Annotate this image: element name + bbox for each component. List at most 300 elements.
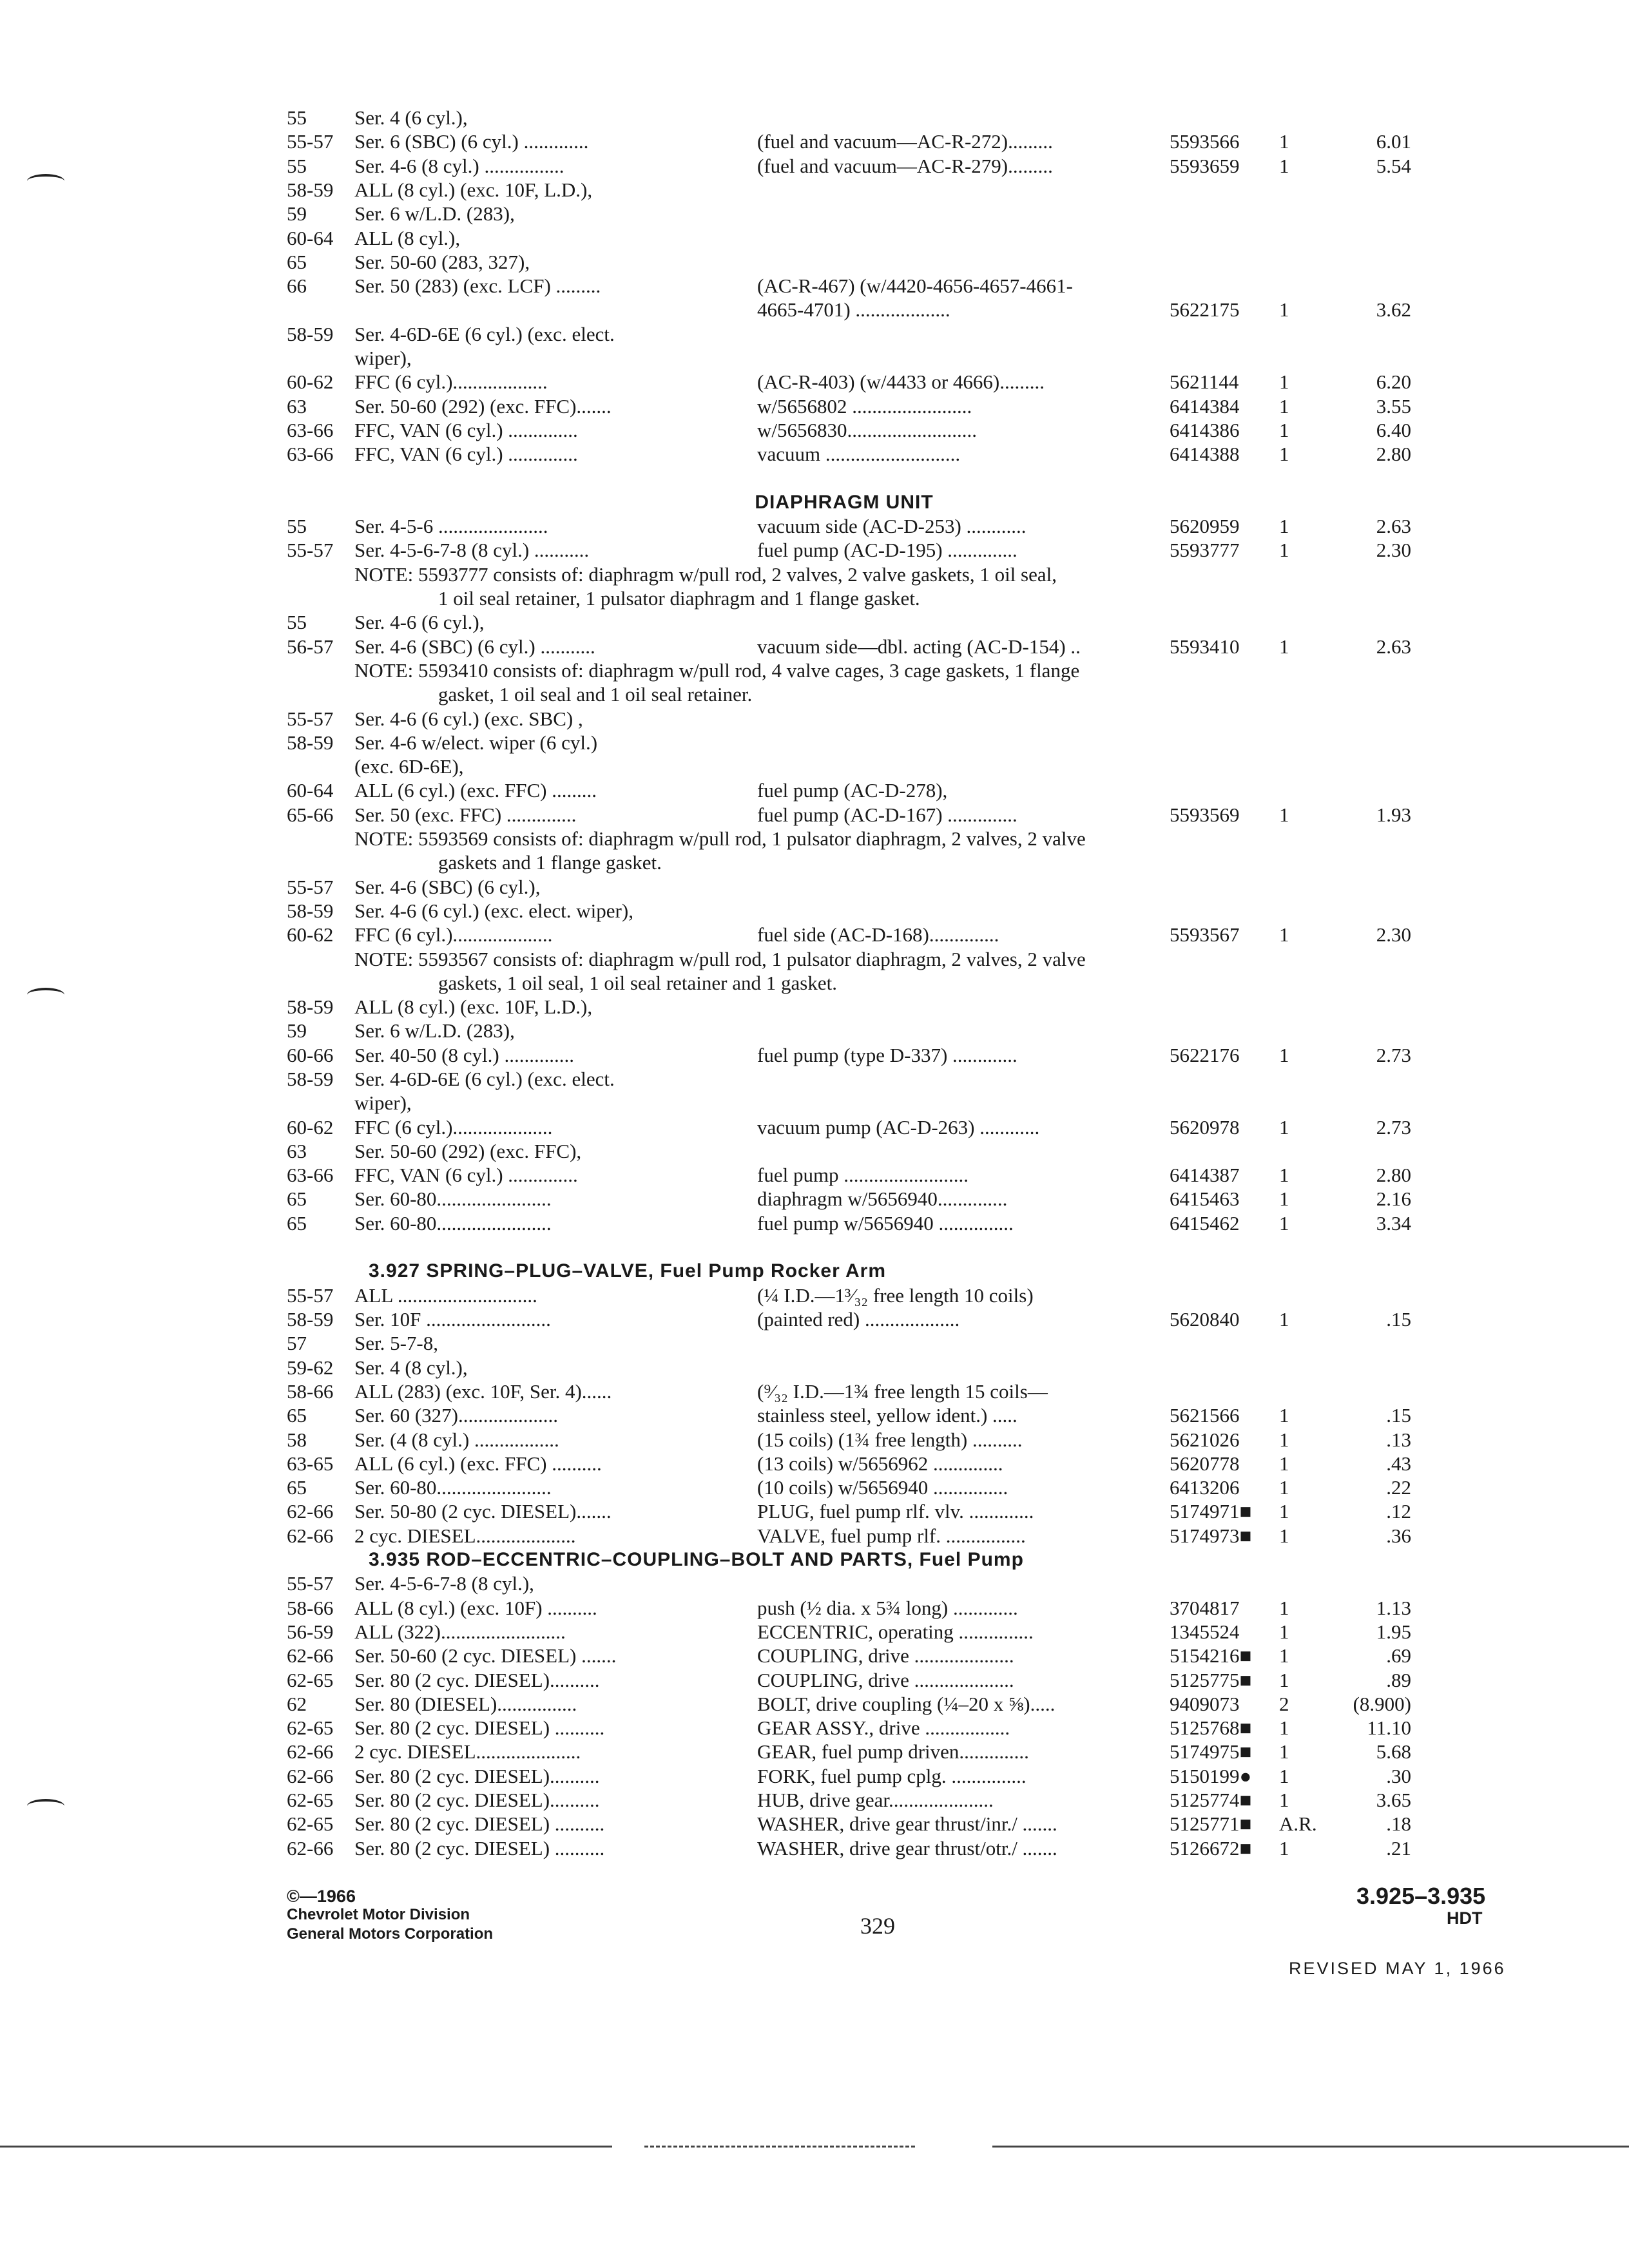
application-cell: 2 cyc. DIESEL..................... bbox=[354, 1740, 581, 1763]
part-number-cell: 5174973■ bbox=[1170, 1524, 1252, 1547]
quantity-cell bbox=[1279, 105, 1331, 131]
description-cell: diaphragm w/5656940.............. bbox=[757, 1187, 1008, 1210]
year-cell: 59 bbox=[287, 1019, 307, 1042]
description-cell bbox=[757, 754, 1157, 780]
quantity-cell bbox=[1279, 1139, 1331, 1164]
quantity-cell bbox=[1279, 778, 1331, 803]
part-row bbox=[0, 1811, 1629, 1837]
application-cell: Ser. 6 (SBC) (6 cyl.) ............. bbox=[354, 130, 589, 153]
note-row bbox=[0, 562, 1629, 588]
part-number-cell bbox=[1170, 1066, 1286, 1092]
price-cell: .36 bbox=[1386, 1524, 1411, 1547]
footer-corporation: General Motors Corporation bbox=[287, 1925, 494, 1943]
quantity-cell bbox=[1279, 1283, 1331, 1309]
part-number-cell: 5593569 bbox=[1170, 803, 1240, 826]
year-cell: 65-66 bbox=[287, 803, 334, 826]
quantity-cell: 1 bbox=[1279, 635, 1289, 658]
year-cell: 55-57 bbox=[287, 876, 334, 898]
part-number-cell bbox=[1170, 201, 1286, 227]
application-cell: Ser. 4-6D-6E (6 cyl.) (exc. elect. bbox=[354, 1068, 615, 1090]
year-cell: 55-57 bbox=[287, 707, 334, 730]
part-number-cell: 1345524 bbox=[1170, 1620, 1240, 1643]
note-row bbox=[0, 826, 1629, 852]
part-row bbox=[0, 297, 1629, 323]
price-cell: 1.95 bbox=[1376, 1620, 1411, 1643]
binder-hole-mark bbox=[27, 988, 64, 1002]
year-cell: 62-66 bbox=[287, 1644, 334, 1667]
part-number-cell: 6413206 bbox=[1170, 1476, 1240, 1499]
part-row bbox=[0, 1186, 1629, 1212]
part-number-cell: 9409073 bbox=[1170, 1693, 1240, 1715]
price-cell: .12 bbox=[1386, 1500, 1411, 1523]
section-heading-text: 3.935 ROD–ECCENTRIC–COUPLING–BOLT AND PARTS, Fuel Pump bbox=[369, 1549, 1024, 1570]
part-row bbox=[0, 802, 1629, 828]
quantity-cell bbox=[1279, 730, 1331, 756]
part-row bbox=[0, 441, 1629, 467]
part-number-cell bbox=[1170, 345, 1286, 371]
part-number-cell: 5125774■ bbox=[1170, 1789, 1252, 1811]
description-cell bbox=[757, 1139, 1157, 1164]
part-number-cell: 5593566 bbox=[1170, 130, 1240, 153]
application-cell: Ser. 80 (2 cyc. DIESEL).......... bbox=[354, 1765, 600, 1787]
quantity-cell: 1 bbox=[1279, 1404, 1289, 1427]
description-cell: vacuum ........................... bbox=[757, 443, 961, 465]
quantity-cell: 1 bbox=[1279, 515, 1289, 537]
application-cell: Ser. 80 (2 cyc. DIESEL) .......... bbox=[354, 1837, 605, 1860]
application-cell: 2 cyc. DIESEL.................... bbox=[354, 1524, 576, 1547]
year-cell: 58-66 bbox=[287, 1380, 334, 1403]
year-cell: 62 bbox=[287, 1693, 307, 1715]
page-edge-rule bbox=[992, 2146, 1629, 2148]
part-row bbox=[0, 1139, 1629, 1164]
part-row bbox=[0, 1018, 1629, 1044]
part-row bbox=[0, 1739, 1629, 1765]
part-number-cell: 5622175 bbox=[1170, 298, 1240, 321]
description-cell bbox=[757, 322, 1157, 347]
quantity-cell: 1 bbox=[1279, 1452, 1289, 1475]
price-cell: .22 bbox=[1386, 1476, 1411, 1499]
part-row bbox=[0, 1595, 1629, 1621]
part-number-cell bbox=[1170, 273, 1286, 299]
part-row bbox=[0, 537, 1629, 563]
application-cell: FFC, VAN (6 cyl.) .............. bbox=[354, 1164, 578, 1186]
part-number-cell: 5620959 bbox=[1170, 515, 1240, 537]
price-cell bbox=[1334, 1018, 1411, 1044]
quantity-cell: 1 bbox=[1279, 1789, 1289, 1811]
part-row bbox=[0, 1211, 1629, 1236]
quantity-cell: 1 bbox=[1279, 1476, 1289, 1499]
quantity-cell bbox=[1279, 201, 1331, 227]
price-cell bbox=[1334, 898, 1411, 924]
quantity-cell: 1 bbox=[1279, 1644, 1289, 1667]
price-cell: 6.40 bbox=[1376, 419, 1411, 441]
year-cell: 58-66 bbox=[287, 1597, 334, 1619]
quantity-cell: 1 bbox=[1279, 1212, 1289, 1235]
subsection-heading-text: DIAPHRAGM UNIT bbox=[755, 492, 934, 513]
application-cell: Ser. 4-6 w/elect. wiper (6 cyl.) bbox=[354, 731, 598, 754]
description-cell: vacuum side (AC-D-253) ............ bbox=[757, 515, 1027, 537]
application-cell: ALL (6 cyl.) (exc. FFC) ......... bbox=[354, 779, 597, 802]
note-text: gasket, 1 oil seal and 1 oil seal retainer. bbox=[438, 683, 753, 706]
part-row bbox=[0, 273, 1629, 299]
description-cell bbox=[757, 994, 1157, 1020]
part-number-cell: 5622176 bbox=[1170, 1044, 1240, 1066]
application-cell: Ser. 60-80....................... bbox=[354, 1212, 552, 1235]
quantity-cell: 1 bbox=[1279, 1597, 1289, 1619]
year-cell: 58 bbox=[287, 1428, 307, 1451]
application-cell: Ser. 80 (2 cyc. DIESEL).......... bbox=[354, 1789, 600, 1811]
part-row bbox=[0, 1355, 1629, 1381]
quantity-cell bbox=[1279, 1066, 1331, 1092]
application-cell: ALL (8 cyl.) (exc. 10F, L.D.), bbox=[354, 995, 593, 1018]
quantity-cell: A.R. bbox=[1279, 1812, 1317, 1835]
part-row bbox=[0, 922, 1629, 948]
year-cell: 62-65 bbox=[287, 1669, 334, 1691]
part-number-cell: 5126672■ bbox=[1170, 1837, 1252, 1860]
quantity-cell bbox=[1279, 706, 1331, 732]
quantity-cell: 1 bbox=[1279, 803, 1289, 826]
note-text: 1 oil seal retainer, 1 pulsator diaphragm and 1 flange gasket. bbox=[438, 587, 920, 610]
year-cell bbox=[287, 297, 354, 323]
year-cell: 55-57 bbox=[287, 130, 334, 153]
year-cell: 58-59 bbox=[287, 1068, 334, 1090]
description-cell: (AC-R-403) (w/4433 or 4666)......... bbox=[757, 370, 1045, 393]
note-continuation bbox=[0, 586, 1629, 611]
year-cell: 63-65 bbox=[287, 1452, 334, 1475]
year-cell: 60-64 bbox=[287, 779, 334, 802]
part-number-cell bbox=[1170, 1090, 1286, 1116]
part-row bbox=[0, 1667, 1629, 1693]
application-cell: Ser. 40-50 (8 cyl.) .............. bbox=[354, 1044, 574, 1066]
year-cell: 63 bbox=[287, 395, 307, 418]
part-row bbox=[0, 1451, 1629, 1477]
application-cell: Ser. 6 w/L.D. (283), bbox=[354, 202, 515, 225]
note-continuation bbox=[0, 850, 1629, 876]
part-number-cell bbox=[1170, 1018, 1286, 1044]
price-cell bbox=[1334, 1066, 1411, 1092]
quantity-cell: 1 bbox=[1279, 1308, 1289, 1331]
quantity-cell bbox=[1279, 610, 1331, 635]
footer-copyright: ©—1966 bbox=[287, 1887, 356, 1906]
price-cell: .30 bbox=[1386, 1765, 1411, 1787]
year-cell: 58-59 bbox=[287, 178, 334, 201]
part-row bbox=[0, 1763, 1629, 1789]
part-row bbox=[0, 1836, 1629, 1861]
year-cell: 59-62 bbox=[287, 1356, 334, 1379]
note-text: NOTE: 5593777 consists of: diaphragm w/pull rod, 2 valves, 2 valve gaskets, 1 oil seal, bbox=[354, 563, 1057, 586]
year-cell: 58-59 bbox=[287, 323, 334, 345]
price-cell: 2.16 bbox=[1376, 1187, 1411, 1210]
section-range: 3.925–3.935 bbox=[1356, 1883, 1486, 1909]
price-cell: .89 bbox=[1386, 1669, 1411, 1691]
application-cell: Ser. 80 (2 cyc. DIESEL) .......... bbox=[354, 1716, 605, 1739]
price-cell bbox=[1334, 345, 1411, 371]
description-cell: (15 coils) (1¾ free length) .......... bbox=[757, 1428, 1023, 1451]
application-cell: Ser. 10F ......................... bbox=[354, 1308, 551, 1331]
subsection-heading bbox=[0, 490, 1629, 515]
quantity-cell bbox=[1279, 1379, 1331, 1405]
price-cell: 5.54 bbox=[1376, 155, 1411, 177]
year-cell: 63-66 bbox=[287, 443, 334, 465]
part-number-cell: 5621144 bbox=[1170, 370, 1239, 393]
price-cell bbox=[1334, 706, 1411, 732]
description-cell: fuel pump (type D-337) ............. bbox=[757, 1044, 1017, 1066]
part-row bbox=[0, 730, 1629, 756]
price-cell bbox=[1334, 322, 1411, 347]
part-row bbox=[0, 153, 1629, 179]
part-row bbox=[0, 1427, 1629, 1453]
application-cell: Ser. 4-6 (6 cyl.), bbox=[354, 611, 485, 633]
part-row bbox=[0, 1331, 1629, 1356]
quantity-cell bbox=[1279, 345, 1331, 371]
price-cell bbox=[1334, 201, 1411, 227]
description-cell bbox=[757, 1018, 1157, 1044]
part-number-cell bbox=[1170, 994, 1286, 1020]
quantity-cell: 1 bbox=[1279, 1716, 1289, 1739]
description-cell bbox=[757, 105, 1157, 131]
note-text: gaskets, 1 oil seal, 1 oil seal retainer and 1 gasket. bbox=[438, 972, 837, 994]
price-cell: 3.62 bbox=[1376, 298, 1411, 321]
price-cell: .43 bbox=[1386, 1452, 1411, 1475]
quantity-cell: 1 bbox=[1279, 1740, 1289, 1763]
part-row bbox=[0, 1307, 1629, 1332]
part-row bbox=[0, 1523, 1629, 1549]
part-row bbox=[0, 1715, 1629, 1741]
year-cell: 62-66 bbox=[287, 1500, 334, 1523]
year-cell: 60-62 bbox=[287, 370, 334, 393]
price-cell: .15 bbox=[1386, 1308, 1411, 1331]
application-cell: Ser. 4-5-6-7-8 (8 cyl.), bbox=[354, 1572, 534, 1595]
part-number-cell bbox=[1170, 898, 1286, 924]
application-cell: Ser. 50 (exc. FFC) .............. bbox=[354, 803, 577, 826]
part-number-cell: 5125768■ bbox=[1170, 1716, 1252, 1739]
part-row bbox=[0, 634, 1629, 660]
part-number-cell: 6414386 bbox=[1170, 419, 1240, 441]
part-number-cell: 5174975■ bbox=[1170, 1740, 1252, 1763]
description-cell bbox=[757, 249, 1157, 275]
quantity-cell bbox=[1279, 1355, 1331, 1381]
price-cell: 2.63 bbox=[1376, 515, 1411, 537]
description-cell bbox=[757, 345, 1157, 371]
quantity-cell bbox=[1279, 249, 1331, 275]
year-cell: 62-66 bbox=[287, 1524, 334, 1547]
description-cell bbox=[757, 201, 1157, 227]
part-row bbox=[0, 754, 1629, 780]
part-row bbox=[0, 1379, 1629, 1405]
application-cell: FFC (6 cyl.)................... bbox=[354, 370, 548, 393]
application-cell: Ser. 60 (327).................... bbox=[354, 1404, 559, 1427]
part-row bbox=[0, 322, 1629, 347]
part-row bbox=[0, 1066, 1629, 1092]
application-cell: Ser. 50-60 (2 cyc. DIESEL) ....... bbox=[354, 1644, 617, 1667]
year-cell: 55-57 bbox=[287, 1284, 334, 1307]
application-cell: ALL (6 cyl.) (exc. FFC) .......... bbox=[354, 1452, 602, 1475]
part-number-cell bbox=[1170, 610, 1286, 635]
description-cell bbox=[757, 874, 1157, 900]
part-number-cell: 5620978 bbox=[1170, 1116, 1240, 1139]
description-cell bbox=[757, 177, 1157, 203]
part-row bbox=[0, 1787, 1629, 1813]
description-cell: (⁹⁄₃₂ I.D.—1¾ free length 15 coils— bbox=[757, 1380, 1048, 1403]
year-cell: 55 bbox=[287, 155, 307, 177]
section-heading bbox=[0, 1547, 1629, 1573]
year-cell: 66 bbox=[287, 274, 307, 297]
part-number-cell: 5620840 bbox=[1170, 1308, 1240, 1331]
application-cell: Ser. 4-6 (8 cyl.) ................ bbox=[354, 155, 564, 177]
description-cell: stainless steel, yellow ident.) ..... bbox=[757, 1404, 1017, 1427]
application-cell: Ser. 80 (2 cyc. DIESEL).......... bbox=[354, 1669, 600, 1691]
price-cell: 2.73 bbox=[1376, 1044, 1411, 1066]
year-cell: 65 bbox=[287, 1212, 307, 1235]
year-cell: 60-64 bbox=[287, 227, 334, 249]
description-cell: (AC-R-467) (w/4420-4656-4657-4661- bbox=[757, 274, 1073, 297]
price-cell: .15 bbox=[1386, 1404, 1411, 1427]
description-cell: fuel pump ......................... bbox=[757, 1164, 969, 1186]
description-cell: VALVE, fuel pump rlf. ................ bbox=[757, 1524, 1026, 1547]
application-cell: Ser. 5-7-8, bbox=[354, 1332, 439, 1354]
price-cell bbox=[1334, 1331, 1411, 1356]
part-row bbox=[0, 249, 1629, 275]
year-cell: 56-59 bbox=[287, 1620, 334, 1643]
year-cell: 63 bbox=[287, 1140, 307, 1162]
quantity-cell bbox=[1279, 226, 1331, 251]
quantity-cell: 1 bbox=[1279, 1765, 1289, 1787]
application-cell: ALL ............................ bbox=[354, 1284, 537, 1307]
price-cell bbox=[1334, 1355, 1411, 1381]
part-row bbox=[0, 201, 1629, 227]
description-cell: COUPLING, drive .................... bbox=[757, 1669, 1014, 1691]
part-number-cell: 5125771■ bbox=[1170, 1812, 1252, 1835]
quantity-cell: 1 bbox=[1279, 1500, 1289, 1523]
price-cell: 6.20 bbox=[1376, 370, 1411, 393]
description-cell: (10 coils) w/5656940 ............... bbox=[757, 1476, 1008, 1499]
part-number-cell bbox=[1170, 226, 1286, 251]
year-cell: 55-57 bbox=[287, 1572, 334, 1595]
part-number-cell: 5593567 bbox=[1170, 923, 1240, 946]
price-cell bbox=[1334, 730, 1411, 756]
description-cell: fuel pump (AC-D-278), bbox=[757, 779, 948, 802]
quantity-cell: 1 bbox=[1279, 1837, 1289, 1860]
application-cell: Ser. 4 (8 cyl.), bbox=[354, 1356, 468, 1379]
quantity-cell: 1 bbox=[1279, 1669, 1289, 1691]
description-cell: WASHER, drive gear thrust/inr./ ....... bbox=[757, 1812, 1057, 1835]
price-cell bbox=[1334, 1139, 1411, 1164]
price-cell: .13 bbox=[1386, 1428, 1411, 1451]
year-cell: 55 bbox=[287, 106, 307, 129]
year-cell bbox=[287, 345, 354, 371]
application-cell: Ser. 50-60 (292) (exc. FFC)....... bbox=[354, 395, 612, 418]
year-cell: 62-65 bbox=[287, 1812, 334, 1835]
price-cell bbox=[1334, 754, 1411, 780]
part-number-cell: 5174971■ bbox=[1170, 1500, 1252, 1523]
part-number-cell bbox=[1170, 1355, 1286, 1381]
footer-division: Chevrolet Motor Division bbox=[287, 1906, 470, 1923]
part-row bbox=[0, 1571, 1629, 1597]
price-cell: .69 bbox=[1386, 1644, 1411, 1667]
part-row bbox=[0, 610, 1629, 635]
part-number-cell: 5593410 bbox=[1170, 635, 1240, 658]
year-cell bbox=[287, 754, 354, 780]
note-row bbox=[0, 658, 1629, 684]
part-number-cell bbox=[1170, 322, 1286, 347]
description-cell: WASHER, drive gear thrust/otr./ ....... bbox=[757, 1837, 1057, 1860]
year-cell: 63-66 bbox=[287, 419, 334, 441]
quantity-cell bbox=[1279, 1090, 1331, 1116]
binder-hole-mark bbox=[27, 1799, 64, 1813]
year-cell: 62-66 bbox=[287, 1740, 334, 1763]
part-row bbox=[0, 1090, 1629, 1116]
description-cell: PLUG, fuel pump rlf. vlv. ............. bbox=[757, 1500, 1034, 1523]
part-row bbox=[0, 1499, 1629, 1524]
price-cell bbox=[1334, 249, 1411, 275]
price-cell bbox=[1334, 105, 1411, 131]
description-cell bbox=[757, 226, 1157, 251]
part-number-cell: 5593659 bbox=[1170, 155, 1240, 177]
part-number-cell bbox=[1170, 706, 1286, 732]
price-cell: 2.80 bbox=[1376, 443, 1411, 465]
part-row bbox=[0, 1475, 1629, 1501]
part-number-cell bbox=[1170, 754, 1286, 780]
page-edge-rule bbox=[644, 2146, 915, 2148]
quantity-cell bbox=[1279, 994, 1331, 1020]
application-cell: Ser. 80 (2 cyc. DIESEL) .......... bbox=[354, 1812, 605, 1835]
part-number-cell: 5150199● bbox=[1170, 1765, 1252, 1787]
description-cell: GEAR ASSY., drive ................. bbox=[757, 1716, 1010, 1739]
description-cell bbox=[757, 1571, 1157, 1597]
part-number-cell bbox=[1170, 1331, 1286, 1356]
year-cell: 65 bbox=[287, 1404, 307, 1427]
part-row bbox=[0, 898, 1629, 924]
part-number-cell bbox=[1170, 1139, 1286, 1164]
binder-hole-mark bbox=[27, 174, 64, 188]
quantity-cell: 1 bbox=[1279, 539, 1289, 561]
part-row bbox=[0, 418, 1629, 443]
part-row bbox=[0, 1643, 1629, 1669]
part-number-cell bbox=[1170, 874, 1286, 900]
part-number-cell bbox=[1170, 1379, 1286, 1405]
quantity-cell bbox=[1279, 874, 1331, 900]
part-row bbox=[0, 874, 1629, 900]
description-cell: COUPLING, drive .................... bbox=[757, 1644, 1014, 1667]
description-cell bbox=[757, 1355, 1157, 1381]
price-cell bbox=[1334, 1090, 1411, 1116]
part-row bbox=[0, 514, 1629, 539]
application-cell: FFC, VAN (6 cyl.) .............. bbox=[354, 443, 578, 465]
price-cell: 2.73 bbox=[1376, 1116, 1411, 1139]
quantity-cell: 1 bbox=[1279, 1187, 1289, 1210]
quantity-cell bbox=[1279, 322, 1331, 347]
price-cell bbox=[1334, 177, 1411, 203]
description-cell: (fuel and vacuum—AC-R-279)......... bbox=[757, 155, 1053, 177]
quantity-cell: 1 bbox=[1279, 443, 1289, 465]
part-number-cell: 6414387 bbox=[1170, 1164, 1240, 1186]
part-number-cell bbox=[1170, 1283, 1286, 1309]
part-number-cell: 5125775■ bbox=[1170, 1669, 1252, 1691]
application-cell: Ser. 80 (DIESEL)................ bbox=[354, 1693, 577, 1715]
application-cell: Ser. 50-80 (2 cyc. DIESEL)....... bbox=[354, 1500, 612, 1523]
spacer-row bbox=[0, 466, 1629, 492]
application-cell: ALL (283) (exc. 10F, Ser. 4)...... bbox=[354, 1380, 612, 1403]
part-number-cell: 6415462 bbox=[1170, 1212, 1240, 1235]
application-cell: Ser. 4-6 (SBC) (6 cyl.), bbox=[354, 876, 541, 898]
year-cell: 56-57 bbox=[287, 635, 334, 658]
application-cell: Ser. 50-60 (283, 327), bbox=[354, 251, 530, 273]
application-cell: Ser. 4-5-6-7-8 (8 cyl.) ........... bbox=[354, 539, 590, 561]
application-cell: FFC, VAN (6 cyl.) .............. bbox=[354, 419, 578, 441]
part-number-cell: 6415463 bbox=[1170, 1187, 1240, 1210]
price-cell: 3.55 bbox=[1376, 395, 1411, 418]
application-cell: Ser. 6 w/L.D. (283), bbox=[354, 1019, 515, 1042]
